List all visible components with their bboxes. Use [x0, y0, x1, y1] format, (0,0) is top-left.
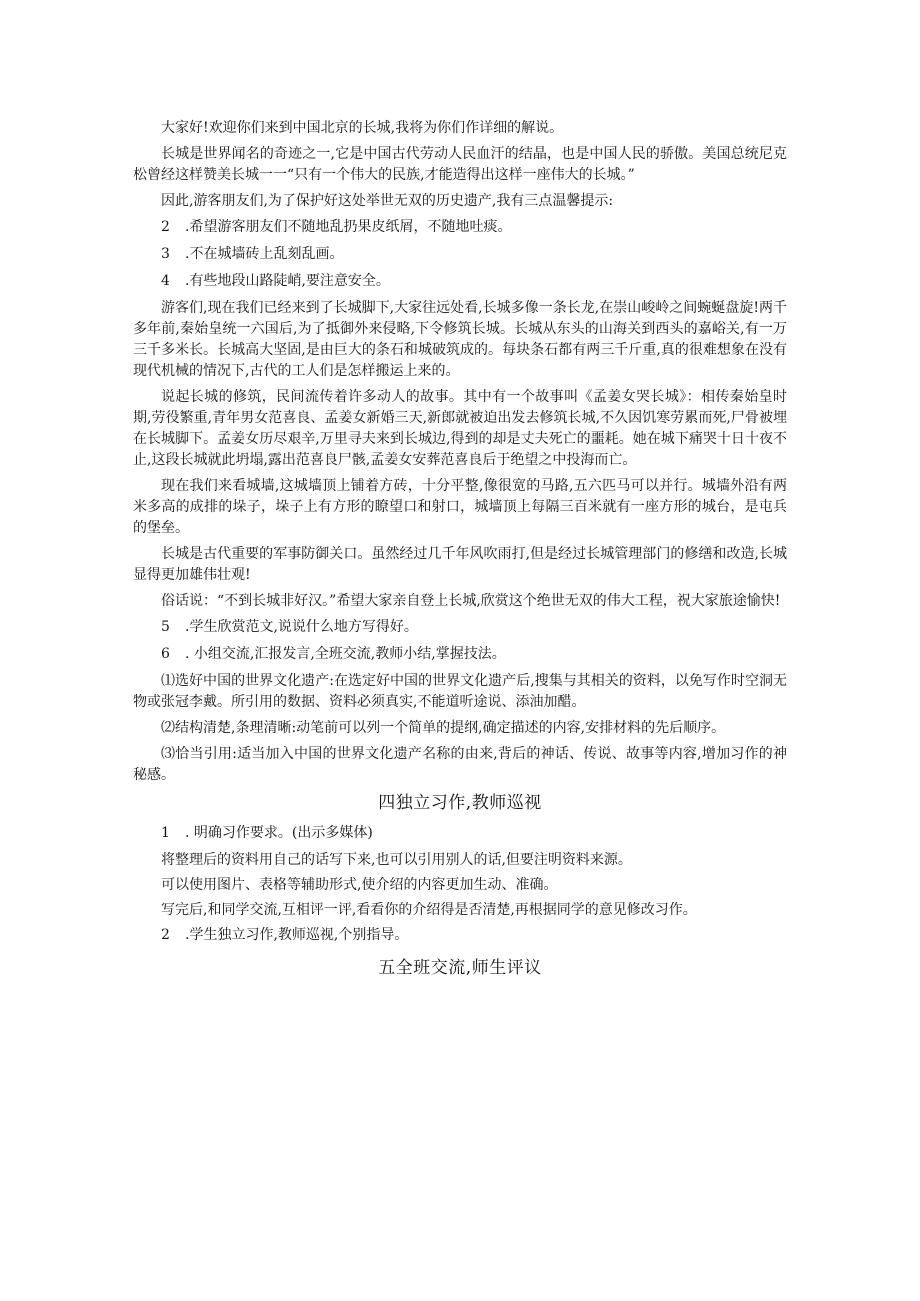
tip-number: 2	[161, 219, 170, 235]
tip-text: .希望游客朋友们不随地乱扔果皮纸屑，不随地吐痰。	[185, 219, 512, 235]
step-text: .学生欣赏范文,说说什么地方写得好。	[185, 619, 418, 635]
method-paragraph: ⑶恰当引用:适当加入中国的世界文化遗产名称的由来,背后的神话、传说、故事等内容,增加习作的神秘感。	[133, 746, 787, 783]
defense-paragraph: 长城是古代重要的军事防御关口。虽然经过几千年风吹雨打,但是经过长城管理部门的修缮和改造,长城显得更加雄伟壮观!	[133, 546, 787, 583]
requirement-line: 可以使用图片、表格等辅助形式,使介绍的内容更加生动、准确。	[161, 877, 558, 893]
step-number: 2	[161, 927, 170, 943]
intro-paragraph: 长城是世界闻名的奇迹之一,它是中国古代劳动人民血汗的结晶，也是中国人民的骄傲。美国总统尼克松曾经这样赞美长城一一“只有一个伟大的民族,才能造得出这样一座伟大的长城。”	[133, 146, 787, 183]
tips-intro-paragraph: 因此,游客朋友们,为了保护好这处举世无双的历史遗产,我有三点温馨提示:	[161, 193, 614, 209]
tip-text: .有些地段山路陡峭,要注意安全。	[185, 273, 390, 289]
step-text: . 明确习作要求。(出示多媒体)	[185, 825, 373, 841]
step-text: . 小组交流,汇报发言,全班交流,教师小结,掌握技法。	[185, 646, 506, 662]
tip-number: 4	[161, 273, 170, 289]
tip-number: 3	[161, 246, 170, 262]
greeting-paragraph: 大家好!欢迎你们来到中国北京的长城,我将为你们作详细的解说。	[161, 120, 564, 136]
wall-description-paragraph: 现在我们来看城墙,这城墙顶上铺着方砖，十分平整,像很宽的马路,五六匹马可以并行。城墙外沿有两米多高的成排的垛子，垛子上有方形的瞭望口和射口，城墙顶上每隔三百米就有一座方形的城台，是屯兵的堡垒。	[133, 478, 787, 536]
tip-text: .不在城墙砖上乱刻乱画。	[185, 246, 344, 262]
tip-item	[133, 244, 787, 265]
section-heading: 四独立习作,教师巡视	[378, 793, 542, 813]
step-item	[133, 644, 787, 665]
step-item	[133, 617, 787, 638]
legend-paragraph: 说起长城的修筑，民间流传着许多动人的故事。其中有一个故事叫《孟姜女哭长城》：相传秦始皇时期,劳役繁重,青年男女范喜良、孟姜女新婚三天,新郎就被迫出发去修筑长城,不久因饥寒劳累而死,尸骨被埋在长城脚下。孟姜女历尽艰辛,万里寻夫来到长城边,得到的却是丈夫死亡的噩耗。她在城下痛哭十日十夜不止,这段长城就此坍塌,露出范喜良尸骸,孟姜女安葬范喜良后于绝望之中投海而亡。	[133, 389, 787, 468]
step-number: 1	[161, 825, 170, 841]
tip-item	[133, 271, 787, 292]
step-number: 6	[161, 646, 170, 662]
history-paragraph: 游客们,现在我们已经来到了长城脚下,大家往远处看,长城多像一条长龙,在崇山峻岭之间蜿蜒盘旋!两千多年前,秦始皇统一六国后,为了抵御外来侵略,下令修筑长城。长城从东头的山海关到西头的嘉峪关,有一万三千多米长。长城高大坚固,是由巨大的条石和城破筑成的。每块条石都有两三千斤重,真的很难想象在没有现代机械的情况下,古代的工人们是怎样搬运上来的。	[133, 300, 787, 379]
requirement-line: 将整理后的资料用自己的话写下来,也可以引用别人的话,但要注明资料来源。	[161, 852, 632, 868]
closing-paragraph: 俗话说：“不到长城非好汉。”希望大家亲自登上长城,欣赏这个绝世无双的伟大工程，祝大家旅途愉快!	[161, 593, 781, 609]
tip-item	[133, 217, 787, 238]
method-paragraph: ⑴选好中国的世界文化遗产:在选定好中国的世界文化遗产后,搜集与其相关的资料，以免写作时空洞无物或张冠李戴。所引用的数据、资料必须真实,不能道听途说、添油加醋。	[133, 673, 787, 710]
step-text: .学生独立习作,教师巡视,个别指导。	[185, 927, 409, 943]
method-paragraph: ⑵结构清楚,条理清晰:动笔前可以列一个简单的提纲,确定描述的内容,安排材料的先后顺序。	[161, 720, 726, 736]
step-item	[133, 823, 787, 844]
document-page	[133, 118, 787, 988]
step-number: 5	[161, 619, 170, 635]
requirement-line: 写完后,和同学交流,互相评一评,看看你的介绍得是否清楚,再根据同学的意见修改习作。	[161, 902, 697, 918]
step-item	[133, 925, 787, 946]
section-heading: 五全班交流,师生评议	[378, 958, 542, 978]
